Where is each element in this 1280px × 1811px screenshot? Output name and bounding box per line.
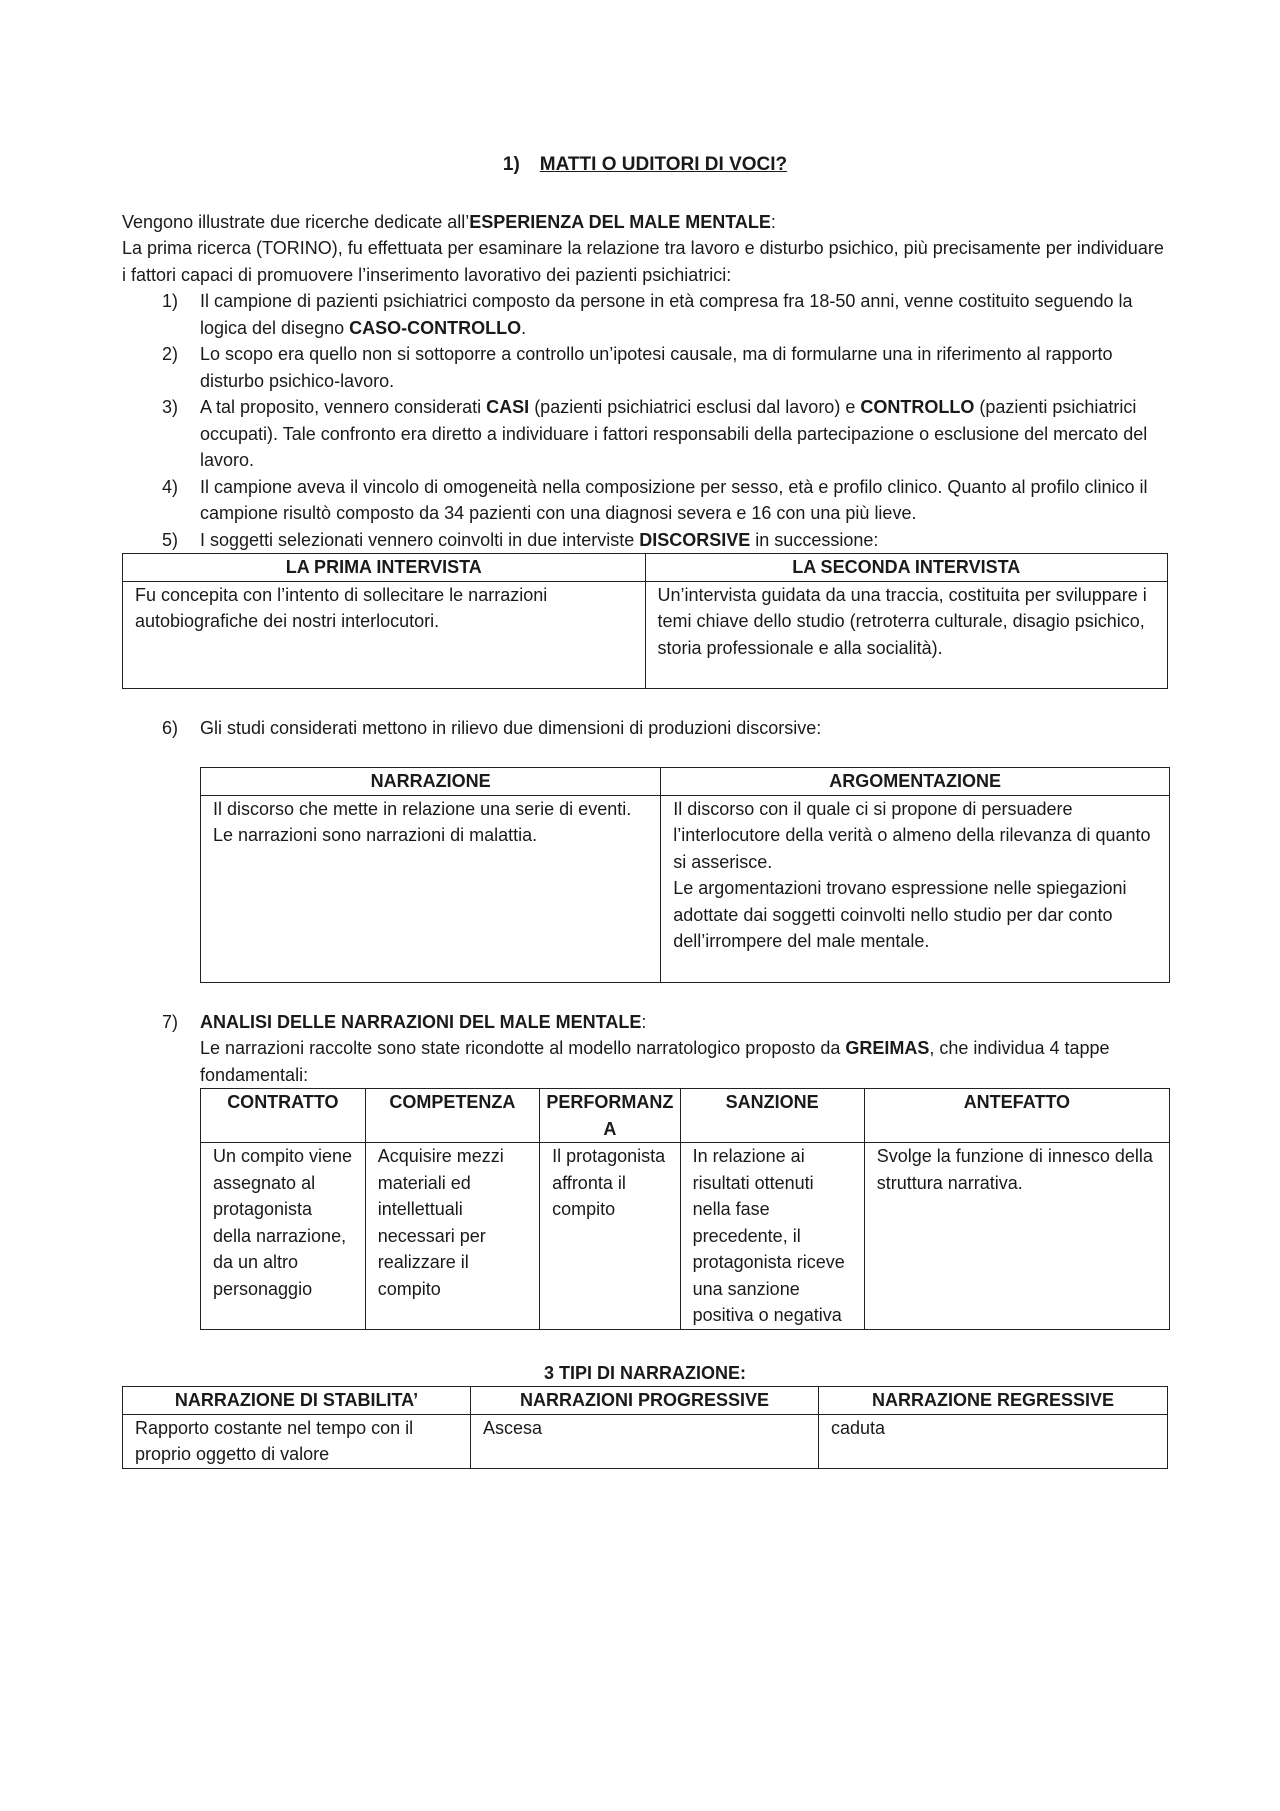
table-cell: Acquisire mezzi materiali ed intellettuali necessari per realizzare il compito xyxy=(365,1143,539,1330)
title-number: 1) xyxy=(502,154,520,175)
cell-paragraph: Le argomentazioni trovano espressione nelle spiegazioni adottate dai soggetti coinvolti nello studio per dar conto dell’irrompere del male mentale. xyxy=(673,878,1127,951)
page-title xyxy=(122,152,1168,179)
table-row xyxy=(201,1143,1170,1330)
list-text: Il campione di pazienti psichiatrici composto da persone in età compresa fra 18-50 anni, venne costituito seguendo la logica del disegno xyxy=(200,291,1133,338)
cell-paragraph: Le narrazioni sono narrazioni di malattia. xyxy=(213,825,538,845)
list-bold: CASI xyxy=(486,397,530,417)
list-text: Gli studi considerati mettono in rilievo due dimensioni di produzioni discorsive: xyxy=(200,717,822,738)
list-number: 3) xyxy=(162,397,179,417)
table-header-row xyxy=(201,1089,1170,1143)
list-text: I soggetti selezionati vennero coinvolti in due interviste xyxy=(200,529,640,550)
table-header: NARRAZIONI PROGRESSIVE xyxy=(470,1387,818,1415)
table-header: ARGOMENTAZIONE xyxy=(661,768,1170,796)
table-cell: caduta xyxy=(818,1414,1167,1468)
table-cell: Svolge la funzione di innesco della struttura narrativa. xyxy=(864,1143,1169,1330)
table-cell: Il protagonista affronta il compito xyxy=(540,1143,681,1330)
cell-paragraph: Il discorso con il quale ci si propone di persuadere l’interlocutore della verità o almeno della rilevanza di quanto si asserisce. xyxy=(673,798,1151,872)
list-number: 6) xyxy=(162,717,179,738)
list-item-7 xyxy=(122,1009,1168,1089)
table-header-row xyxy=(123,554,1168,582)
intro-punct: : xyxy=(770,211,776,232)
list-bold: DISCORSIVE xyxy=(639,529,751,550)
numbered-list xyxy=(122,288,1168,553)
table-header: COMPETENZA xyxy=(365,1089,539,1143)
list-bold: CONTROLLO xyxy=(860,397,975,417)
list-item-4 xyxy=(122,474,1168,527)
list-number: 4) xyxy=(162,476,179,497)
table-header-row xyxy=(123,1387,1168,1415)
list-item-1 xyxy=(122,288,1168,341)
greimas-table xyxy=(200,1088,1170,1330)
table-cell xyxy=(661,795,1170,982)
interviews-table xyxy=(122,553,1168,689)
table-header: SANZIONE xyxy=(680,1089,864,1143)
table-cell: Un’intervista guidata da una traccia, costituita per sviluppare i temi chiave dello studio (retroterra culturale, disagio psichico, storia professionale e alla socialità). xyxy=(645,581,1168,688)
table-header: NARRAZIONE DI STABILITA’ xyxy=(123,1387,471,1415)
numbered-list-continued xyxy=(122,715,1168,742)
list-text: , che individua 4 tappe fondamentali: xyxy=(200,1038,1110,1085)
table-cell: In relazione ai risultati ottenuti nella fase precedente, il protagonista riceve una sanzione positiva o negativa xyxy=(680,1143,864,1330)
table-header: LA SECONDA INTERVISTA xyxy=(645,554,1168,582)
table-cell: Rapporto costante nel tempo con il proprio oggetto di valore xyxy=(123,1414,471,1468)
table-header-row xyxy=(201,768,1170,796)
list-number: 7) xyxy=(162,1011,179,1032)
list-number: 5) xyxy=(162,529,179,550)
list-punct: . xyxy=(521,317,527,338)
table-cell: Fu concepita con l’intento di sollecitare le narrazioni autobiografiche dei nostri interlocutori. xyxy=(123,581,646,688)
intro-bold: ESPERIENZA DEL MALE MENTALE xyxy=(469,211,771,232)
narration-types-table xyxy=(122,1386,1168,1469)
intro-line-1 xyxy=(122,209,1168,236)
dimensions-table xyxy=(200,767,1170,983)
list-text: A tal proposito, vennero considerati xyxy=(200,397,487,417)
narration-types-title: 3 TIPI DI NARRAZIONE: xyxy=(543,1362,746,1383)
list-bold: CASO-CONTROLLO xyxy=(349,317,522,338)
intro-text: Vengono illustrate due ricerche dedicate all’ xyxy=(122,211,470,232)
numbered-list-continued-2 xyxy=(122,1009,1168,1089)
list-text: Lo scopo era quello non si sottoporre a controllo un’ipotesi causale, ma di formularne una in riferimento al rapporto disturbo psichico-lavoro. xyxy=(200,344,1113,391)
list-text: Le narrazioni raccolte sono state ricondotte al modello narratologico proposto da xyxy=(200,1038,846,1058)
list-number: 2) xyxy=(162,344,179,364)
table-header: NARRAZIONE REGRESSIVE xyxy=(818,1387,1167,1415)
table-cell: Un compito viene assegnato al protagonista della narrazione, da un altro personaggio xyxy=(201,1143,366,1330)
cell-paragraph: Il discorso che mette in relazione una serie di eventi. xyxy=(213,798,632,819)
list-text: in successione: xyxy=(750,529,879,550)
list-text: (pazienti psichiatrici esclusi dal lavoro) e xyxy=(529,397,861,417)
table-header: PERFORMANZ A xyxy=(540,1089,681,1143)
table-header: CONTRATTO xyxy=(201,1089,366,1143)
list-bold: ANALISI DELLE NARRAZIONI DEL MALE MENTALE xyxy=(200,1011,642,1032)
list-text: (pazienti psichiatrici occupati). Tale confronto era diretto a individuare i fattori responsabili della partecipazione o esclusione del mercato del lavoro. xyxy=(200,397,1148,470)
title-text: MATTI O UDITORI DI VOCI? xyxy=(539,154,788,175)
table-header: NARRAZIONE xyxy=(201,768,661,796)
table-header: ANTEFATTO xyxy=(864,1089,1169,1143)
table-header: LA PRIMA INTERVISTA xyxy=(123,554,646,582)
list-item-3 xyxy=(122,394,1168,474)
list-number: 1) xyxy=(162,291,179,311)
list-item-2 xyxy=(122,341,1168,394)
table-cell xyxy=(201,795,661,982)
list-text: Il campione aveva il vincolo di omogeneità nella composizione per sesso, età e profilo clinico. Quanto al profilo clinico il campione risultò composto da 34 pazienti con una diagnosi severa e 16 con una più lieve. xyxy=(200,476,1148,523)
table-row xyxy=(201,795,1170,982)
list-punct: : xyxy=(641,1011,647,1032)
intro-line-2: La prima ricerca (TORINO), fu effettuata per esaminare la relazione tra lavoro e disturbo psichico, più precisamente per individuare i fattori capaci di promuovere l’inserimento lavorativo dei pazienti psichiatrici: xyxy=(122,238,1164,285)
document-content xyxy=(122,152,1168,1469)
table-row xyxy=(123,581,1168,688)
list-item-5 xyxy=(122,527,1168,554)
table-row xyxy=(123,1414,1168,1468)
list-item-6 xyxy=(122,715,1168,742)
table-cell: Ascesa xyxy=(470,1414,818,1468)
list-bold: GREIMAS xyxy=(845,1038,930,1058)
